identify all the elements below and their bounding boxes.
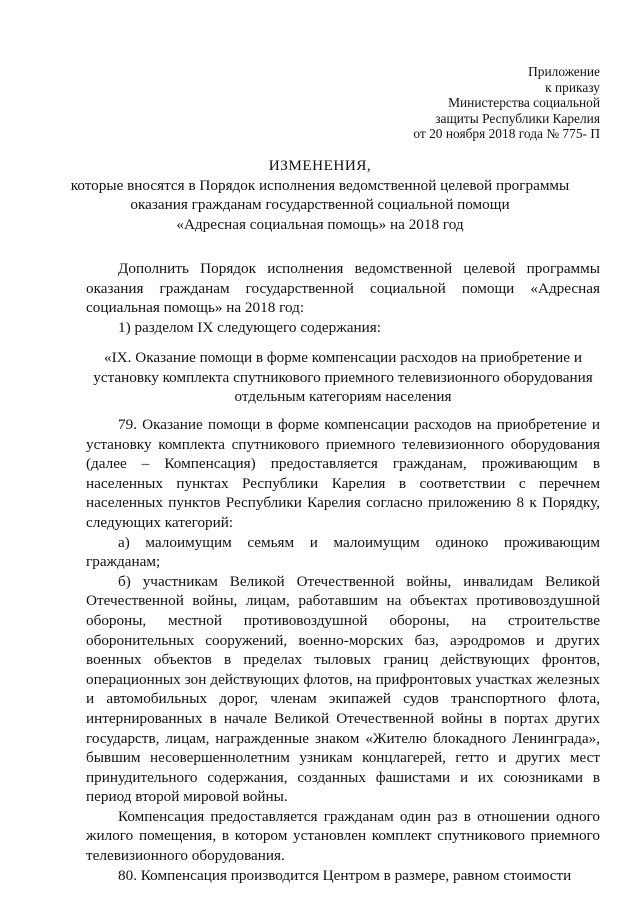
paragraph-79: 79. Оказание помощи в форме компенсации расходов на приобретение и установку комплекта спутникового приемного телевизионного оборудования (далее – Компенсация) предоставляется гражданам, проживающим в населенных пунктах Республики Карелия в соответствии с перечнем населенных пунктов Республики Карелия согласно приложению 8 к Порядку, следующих категорий: — [86, 416, 600, 531]
section-heading — [86, 348, 600, 407]
appendix-header — [413, 64, 600, 142]
title-heading: ИЗМЕНЕНИЯ, — [268, 157, 372, 174]
intro-paragraph: Дополнить Порядок исполнения ведомственной целевой программы оказания гражданам государственной социальной помощи «Адресная социальная помощь» на 2018 год: — [86, 260, 600, 317]
appendix-line: Приложение — [528, 64, 600, 79]
section-heading-line: отдельным категориям населения — [234, 388, 452, 406]
title-line: которые вносятся в Порядок исполнения ведомственной целевой программы — [70, 176, 570, 194]
paragraph-compensation: Компенсация предоставляется гражданам один раз в отношении одного жилого помещения, в котором установлен комплект спутникового приемного телевизионного оборудования. — [86, 807, 600, 865]
paragraph-a: а) малоимущим семьям и малоимущим одиноко проживающим гражданам; — [86, 533, 600, 571]
appendix-line: защиты Республики Карелия — [435, 110, 600, 126]
section-heading-line: установку комплекта спутникового приемного телевизионного оборудования — [93, 368, 593, 386]
paragraph-80: 80. Компенсация производится Центром в размере, равном стоимости — [118, 866, 572, 884]
title-line: «Адресная социальная помощь» на 2018 год — [176, 215, 464, 233]
title-line: оказания гражданам государственной социальной помощи — [130, 196, 510, 214]
document-title — [0, 156, 640, 234]
appendix-line: к приказу — [545, 79, 600, 95]
appendix-line: Министерства социальной — [448, 95, 600, 111]
intro-block — [86, 259, 600, 337]
main-text — [86, 415, 600, 885]
paragraph-b: б) участникам Великой Отечественной войны, инвалидам Великой Отечественной войны, лицам, работавшим на объектах противовоздушной обороны, местной противовоздушной обороны, на строительстве оборонительных сооружений, военно-морских баз, аэродромов и других военных объектов в пределах тыловых границ действующих фронтов, операционных зон действующих флотов, на прифронтовых участках железных и автомобильных дорог, членам экипажей судов транспортного флота, интернированных в начале Великой Отечественной войны в портах других государств, лицам, награжденные знаком «Жителю блокадного Ленинграда», бывшим несовершеннолетним узникам концлагерей, гетто и других мест принудительного содержания, созданных фашистами и их союзниками в период второй мировой войны. — [86, 572, 600, 806]
appendix-line: от 20 ноября 2018 года № 775- П — [413, 126, 600, 142]
section-heading-line: «IX. Оказание помощи в форме компенсации расходов на приобретение и — [104, 349, 582, 366]
intro-item: 1) разделом IX следующего содержания: — [118, 318, 381, 336]
